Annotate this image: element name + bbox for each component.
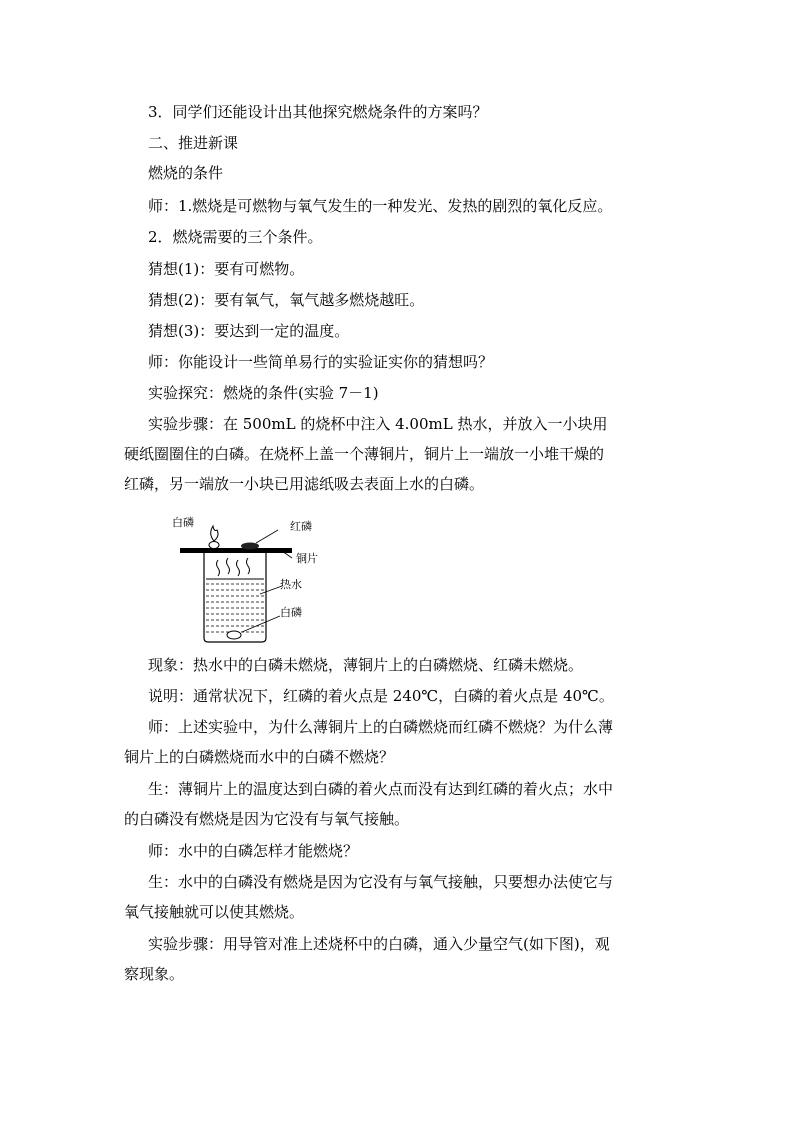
label-white-phosphorus-water: 白磷 [280, 606, 302, 619]
beaker-diagram [170, 508, 350, 648]
flame-icon [211, 526, 218, 541]
label-hot-water: 热水 [280, 578, 302, 591]
experiment-steps-2: 实验步骤：用导管对准上述烧杯中的白磷，通入少量空气(如下图)，观察现象。 [124, 935, 610, 983]
white-phosphorus-in-water [227, 631, 241, 639]
red-phosphorus-pile [241, 543, 259, 550]
hot-water [206, 584, 264, 632]
experiment-steps-1: 实验步骤：在 500mL 的烧杯中注入 4.00mL 热水，并放入一小块用硬纸圈圈住的白磷。在烧杯上盖一个薄铜片，铜片上一端放一小堆干燥的红磷，另一端放一小块已用滤纸吸去表面上水的白磷。 [124, 415, 608, 493]
question-3: 3．同学们还能设计出其他探究燃烧条件的方案吗？ [148, 103, 488, 121]
steam-line [217, 560, 220, 576]
white-phosphorus-on-sheet [209, 542, 219, 549]
three-conditions: 2．燃烧需要的三个条件。 [148, 228, 323, 246]
teacher-question-why: 师：上述实验中，为什么薄铜片上的白磷燃烧而红磷不燃烧？为什么薄铜片上的白磷燃烧而水中的白磷不燃烧？ [124, 718, 614, 766]
steam-line [237, 560, 240, 576]
topic-combustion-conditions: 燃烧的条件 [148, 164, 224, 182]
section-heading-new-lesson: 二、推进新课 [148, 134, 239, 152]
student-answer-2: 生：水中的白磷没有燃烧是因为它没有与氧气接触，只要想办法使它与氧气接触就可以使其燃烧。 [124, 873, 614, 921]
experiment-figure [170, 508, 350, 648]
hypothesis-3: 猜想(3)：要达到一定的温度。 [148, 322, 350, 340]
steam-line [227, 558, 230, 574]
hypothesis-1: 猜想(1)：要有可燃物。 [148, 260, 305, 278]
experiment-title: 实验探究：燃烧的条件(实验 7－1) [148, 384, 379, 402]
beaker-outline [204, 552, 266, 642]
phenomenon: 现象：热水中的白磷未燃烧，薄铜片上的白磷燃烧、红磷未燃烧。 [148, 656, 584, 674]
copper-sheet [180, 548, 292, 553]
label-white-phosphorus-top: 白磷 [172, 516, 194, 529]
steam-line [247, 558, 250, 574]
teacher-question-water: 师：水中的白磷怎样才能燃烧？ [148, 842, 359, 860]
label-copper-sheet: 铜片 [296, 552, 318, 565]
teacher-question-design: 师：你能设计一些简单易行的实验证实你的猜想吗？ [148, 353, 494, 371]
teacher-definition: 师：1.燃烧是可燃物与氧气发生的一种发光、发热的剧烈的氧化反应。 [148, 197, 613, 215]
explanation: 说明：通常状况下，红磷的着火点是 240℃，白磷的着火点是 40℃。 [148, 687, 614, 705]
label-red-phosphorus: 红磷 [290, 520, 312, 533]
hypothesis-2: 猜想(2)：要有氧气，氧气越多燃烧越旺。 [148, 291, 425, 309]
student-answer-1: 生：薄铜片上的温度达到白磷的着火点而没有达到红磷的着火点；水中的白磷没有燃烧是因为它没有与氧气接触。 [124, 780, 614, 828]
